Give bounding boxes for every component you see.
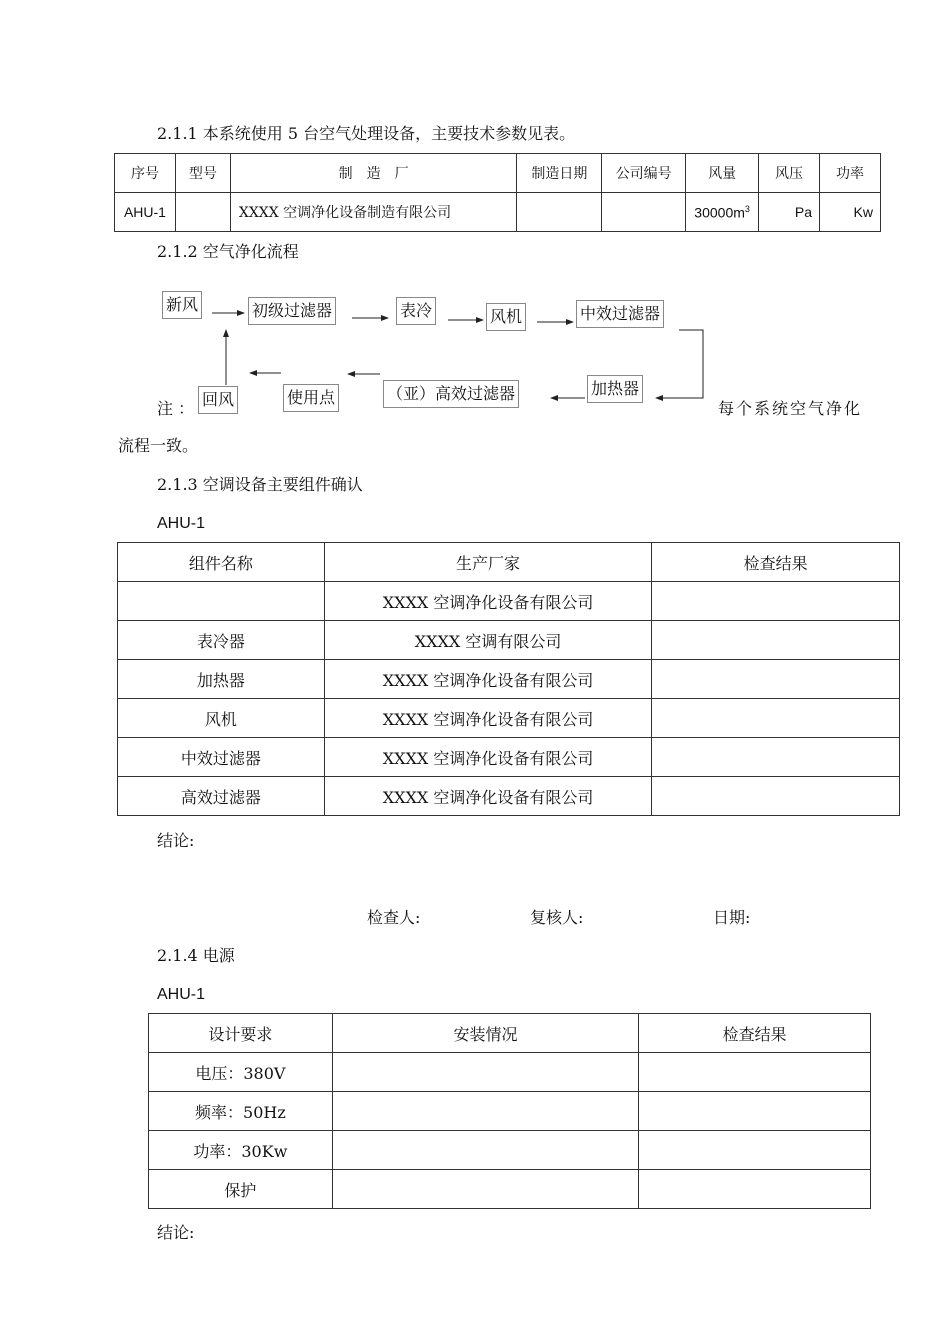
header-cell: 组件名称 xyxy=(118,543,325,582)
result-cell xyxy=(639,1170,871,1209)
requirement-cell: 功率：30Kw xyxy=(149,1131,333,1170)
flow-box-use-point: 使用点 xyxy=(283,384,339,412)
flow-box-primary-filter: 初级过滤器 xyxy=(248,297,336,325)
header-cell: 检查结果 xyxy=(652,543,900,582)
airflow-value: 30000m xyxy=(694,204,745,221)
header-cell: 设计要求 xyxy=(149,1014,333,1053)
install-cell xyxy=(332,1170,639,1209)
flow-box-cooler: 表冷 xyxy=(396,297,436,325)
requirement-cell: 保护 xyxy=(149,1170,333,1209)
header-cell: 制造日期 xyxy=(517,154,602,193)
component-name-cell: 中效过滤器 xyxy=(118,738,325,777)
header-cell: 检查结果 xyxy=(639,1014,871,1053)
component-name-cell xyxy=(118,582,325,621)
result-cell xyxy=(639,1092,871,1131)
header-cell: 风压 xyxy=(759,154,820,193)
component-maker-cell: XXXX 空调有限公司 xyxy=(324,621,652,660)
component-maker-cell: XXXX 空调净化设备有限公司 xyxy=(324,699,652,738)
table-row xyxy=(149,1053,871,1092)
unit-no-cell: AHU-1 xyxy=(115,193,176,232)
table-row xyxy=(149,1170,871,1209)
table-row xyxy=(118,660,900,699)
airflow-unit-sup: 3 xyxy=(744,203,750,214)
result-cell xyxy=(639,1053,871,1092)
component-result-cell xyxy=(652,582,900,621)
table-header-row xyxy=(149,1014,871,1053)
header-cell: 制 造 厂 xyxy=(230,154,517,193)
install-cell xyxy=(332,1092,639,1131)
table-row xyxy=(118,621,900,660)
section-2-1-1-heading: 2.1.1 本系统使用 5 台空气处理设备，主要技术参数见表。 xyxy=(157,124,576,143)
component-maker-cell: XXXX 空调净化设备有限公司 xyxy=(324,777,652,816)
install-cell xyxy=(332,1053,639,1092)
component-result-cell xyxy=(652,699,900,738)
conclusion-label: 结论: xyxy=(157,1223,195,1242)
component-name-cell: 风机 xyxy=(118,699,325,738)
unit-label: AHU-1 xyxy=(157,515,206,532)
note-text-2: 流程一致。 xyxy=(118,436,199,455)
flow-box-fan: 风机 xyxy=(486,303,526,331)
maker-cell: XXXX 空调净化设备制造有限公司 xyxy=(230,193,517,232)
power-supply-table xyxy=(148,1013,871,1209)
header-cell: 功率 xyxy=(820,154,881,193)
component-maker-cell: XXXX 空调净化设备有限公司 xyxy=(324,660,652,699)
table-row xyxy=(149,1131,871,1170)
table-row xyxy=(118,777,900,816)
table-row xyxy=(149,1092,871,1131)
header-cell: 序号 xyxy=(115,154,176,193)
section-2-1-3-heading: 2.1.3 空调设备主要组件确认 xyxy=(157,475,363,494)
component-result-cell xyxy=(652,660,900,699)
header-cell: 公司编号 xyxy=(602,154,686,193)
install-cell xyxy=(332,1131,639,1170)
flow-box-fresh-air: 新风 xyxy=(162,291,202,319)
header-cell: 风量 xyxy=(686,154,759,193)
pressure-cell: Pa xyxy=(759,193,820,232)
component-name-cell: 表冷器 xyxy=(118,621,325,660)
component-maker-cell: XXXX 空调净化设备有限公司 xyxy=(324,582,652,621)
flow-box-medium-filter: 中效过滤器 xyxy=(576,300,664,328)
component-result-cell xyxy=(652,777,900,816)
table-row xyxy=(118,582,900,621)
date-label: 日期: xyxy=(713,908,751,927)
header-cell: 安装情况 xyxy=(332,1014,639,1053)
component-result-cell xyxy=(652,621,900,660)
flow-box-heater: 加热器 xyxy=(587,375,643,403)
flow-box-return-air: 回风 xyxy=(198,386,238,414)
section-2-1-4-heading: 2.1.4 电源 xyxy=(157,946,235,965)
checker-label: 检查人: xyxy=(367,908,421,927)
components-table xyxy=(117,542,900,816)
header-cell: 生产厂家 xyxy=(324,543,652,582)
result-cell xyxy=(639,1131,871,1170)
table-row xyxy=(118,699,900,738)
component-name-cell: 加热器 xyxy=(118,660,325,699)
header-cell: 型号 xyxy=(175,154,230,193)
component-maker-cell: XXXX 空调净化设备有限公司 xyxy=(324,738,652,777)
unit-label: AHU-1 xyxy=(157,986,206,1003)
reviewer-label: 复核人: xyxy=(530,908,584,927)
power-cell: Kw xyxy=(820,193,881,232)
note-text-1: 每个系统空气净化 xyxy=(718,399,863,418)
section-2-1-2-heading: 2.1.2 空气净化流程 xyxy=(157,242,299,261)
requirement-cell: 频率：50Hz xyxy=(149,1092,333,1131)
component-name-cell: 高效过滤器 xyxy=(118,777,325,816)
component-result-cell xyxy=(652,738,900,777)
flow-box-hepa-filter: （亚）高效过滤器 xyxy=(383,380,519,408)
requirement-cell: 电压：380V xyxy=(149,1053,333,1092)
table-header-row xyxy=(118,543,900,582)
arrow-medium-to-heater xyxy=(656,330,703,398)
table-row xyxy=(118,738,900,777)
note-label: 注 ： xyxy=(157,399,195,418)
conclusion-label: 结论: xyxy=(157,831,195,850)
